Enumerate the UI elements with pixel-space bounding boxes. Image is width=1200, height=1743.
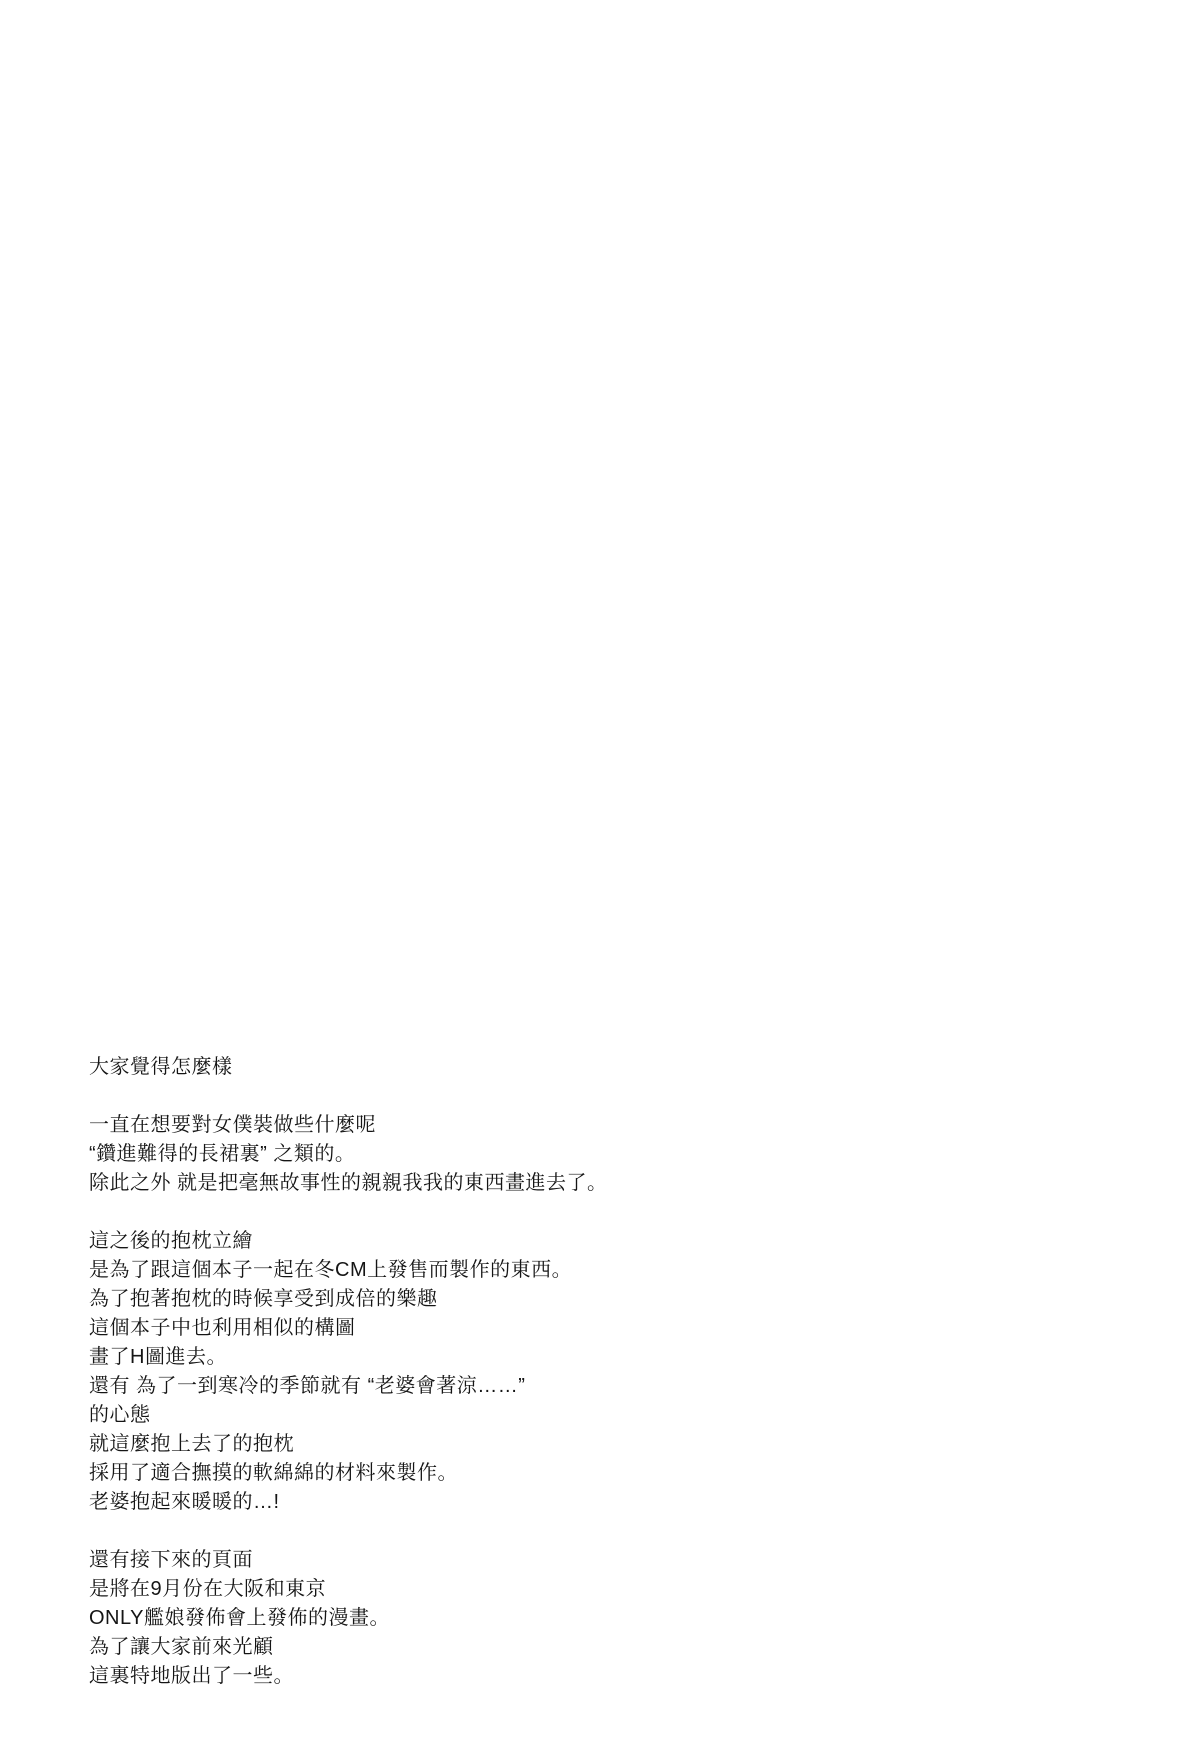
afterword-text-block [89, 1053, 1109, 1691]
text-line: 還有接下來的頁面 [89, 1549, 253, 1571]
blank-line [89, 1198, 1109, 1227]
blank-line [89, 1082, 1109, 1111]
text-line: 就這麼抱上去了的抱枕 [89, 1433, 294, 1455]
blank-line [89, 1517, 1109, 1546]
text-line: 為了讓大家前來光顧 [89, 1636, 274, 1658]
text-line: 是為了跟這個本子一起在冬CM上發售而製作的東西。 [89, 1259, 573, 1281]
text-line: 還有 為了一到寒冷的季節就有 “老婆會著涼……” [89, 1375, 526, 1397]
text-line: “鑽進難得的長裙裏” 之類的。 [89, 1143, 356, 1165]
text-line: 的心態 [89, 1404, 151, 1426]
text-line: 除此之外 就是把毫無故事性的親親我我的東西畫進去了。 [89, 1172, 608, 1194]
text-line: ONLY艦娘發佈會上發佈的漫畫。 [89, 1607, 390, 1629]
text-line: 這之後的抱枕立繪 [89, 1230, 253, 1252]
text-line: 這裏特地版出了一些。 [89, 1665, 294, 1687]
text-line: 一直在想要對女僕裝做些什麼呢 [89, 1114, 376, 1136]
text-line: 老婆抱起來暖暖的…! [89, 1491, 280, 1513]
text-line: 採用了適合撫摸的軟綿綿的材料來製作。 [89, 1462, 458, 1484]
text-line: 這個本子中也利用相似的構圖 [89, 1317, 356, 1339]
text-line: 畫了H圖進去。 [89, 1346, 227, 1368]
text-line: 是將在9月份在大阪和東京 [89, 1578, 327, 1600]
text-line: 為了抱著抱枕的時候享受到成倍的樂趣 [89, 1288, 438, 1310]
text-line: 大家覺得怎麼樣 [89, 1056, 233, 1078]
